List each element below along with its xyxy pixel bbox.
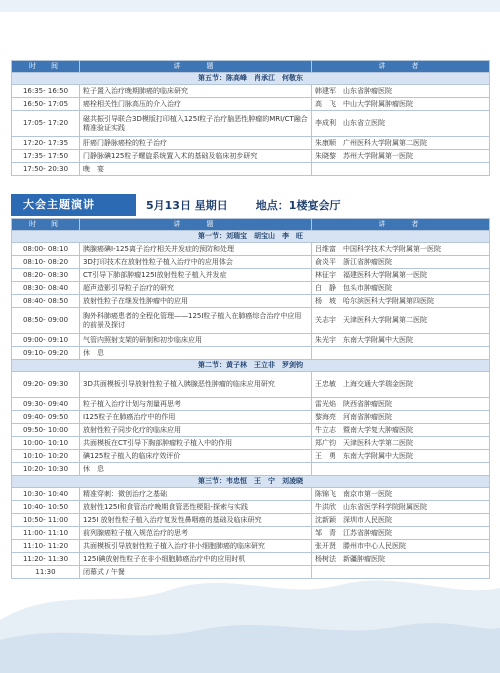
row-time: 08:40- 08:50	[12, 295, 80, 308]
row-topic: 前列腺癌粒子植入规范治疗的思考	[80, 527, 312, 540]
row-time: 08:10- 08:20	[12, 256, 80, 269]
row-topic: 肝癌门静脉癌栓的粒子治疗	[80, 137, 312, 150]
table-row	[12, 256, 490, 269]
row-topic: 放射性粒子同步化疗的临床应用	[80, 424, 312, 437]
header-topic: 讲 题	[80, 219, 312, 231]
row-topic: 3D打印技术在放射性粒子植入治疗中的应用体会	[80, 256, 312, 269]
keynote-banner	[11, 194, 489, 216]
row-topic: I125粒子在肺癌治疗中的作用	[80, 411, 312, 424]
row-topic: 3D共面模板引导放射性粒子植入胰腺恶性肿瘤的临床应用研究	[80, 372, 312, 398]
table-row	[12, 553, 490, 566]
row-topic: 碘125粒子植入的临床疗效评价	[80, 450, 312, 463]
table-row	[12, 411, 490, 424]
table-row	[12, 243, 490, 256]
row-time: 16:50- 17:05	[12, 98, 80, 111]
row-topic: 放射性粒子在继发性肿瘤中的应用	[80, 295, 312, 308]
row-speaker: 沈新颖 深圳市人民医院	[312, 514, 490, 527]
row-time: 09:30- 09:40	[12, 398, 80, 411]
header-speaker: 讲 者	[312, 219, 490, 231]
row-time: 08:50- 09:00	[12, 308, 80, 334]
header-topic: 讲 题	[80, 61, 312, 73]
table-row	[12, 347, 490, 360]
table-row	[12, 308, 490, 334]
table-row	[12, 398, 490, 411]
table-row	[12, 85, 490, 98]
table-row	[12, 488, 490, 501]
table-row	[12, 540, 490, 553]
row-topic: 125I碘放射性粒子在非小细胞肺癌治疗中的应用时机	[80, 553, 312, 566]
row-time: 09:40- 09:50	[12, 411, 80, 424]
table-row	[12, 295, 490, 308]
table-row	[12, 450, 490, 463]
row-topic: 气管内照射支架的研制和初步临床应用	[80, 334, 312, 347]
row-topic: 晚 宴	[80, 163, 312, 176]
row-time: 11:00- 11:10	[12, 527, 80, 540]
row-speaker: 杨树法 新疆肿瘤医院	[312, 553, 490, 566]
row-topic: 磁共振引导联合3D模版打印植入125I粒子治疗脑恶性肿瘤的MRI/CT融合精准验证实践	[80, 111, 312, 137]
row-topic: 125I 放射性粒子植入治疗复发性鼻咽癌的基础及临床研究	[80, 514, 312, 527]
row-topic: 闭幕式 / 午餐	[80, 566, 312, 579]
row-time: 09:50- 10:00	[12, 424, 80, 437]
row-speaker: 黎海亮 河南省肿瘤医院	[312, 411, 490, 424]
table-row	[12, 111, 490, 137]
row-speaker: 牛洪欣 山东省医学科学院附属医院	[312, 501, 490, 514]
row-speaker: 林征宇 福建医科大学附属第一医院	[312, 269, 490, 282]
row-time: 08:30- 08:40	[12, 282, 80, 295]
row-speaker: 杨 坡 哈尔滨医科大学附属第四医院	[312, 295, 490, 308]
row-time: 17:05- 17:20	[12, 111, 80, 137]
row-time: 08:20- 08:30	[12, 269, 80, 282]
row-speaker: 俞炎平 浙江省肿瘤医院	[312, 256, 490, 269]
row-topic: 门静脉碘125粒子螺旋系统置入术的基础及临床初步研究	[80, 150, 312, 163]
row-time: 10:10- 10:20	[12, 450, 80, 463]
session-five-table	[11, 60, 489, 176]
header-time: 时 间	[12, 61, 80, 73]
row-time: 10:30- 10:40	[12, 488, 80, 501]
row-time: 10:00- 10:10	[12, 437, 80, 450]
row-time: 17:20- 17:35	[12, 137, 80, 150]
row-speaker: 吕维富 中国科学技术大学附属第一医院	[312, 243, 490, 256]
table-row	[12, 269, 490, 282]
header-time: 时 间	[12, 219, 80, 231]
row-time: 16:35- 16:50	[12, 85, 80, 98]
row-topic: CT引导下肺部肿瘤125I放射性粒子植入并发症	[80, 269, 312, 282]
table-row	[12, 463, 490, 476]
row-topic: 超声造影引导粒子治疗的研究	[80, 282, 312, 295]
row-time: 10:40- 10:50	[12, 501, 80, 514]
table-row	[12, 163, 490, 176]
banner-venue: 地点：1楼宴会厅	[255, 199, 341, 212]
row-time: 11:10- 11:20	[12, 540, 80, 553]
row-speaker	[312, 463, 490, 476]
table-row	[12, 566, 490, 579]
table-row	[12, 334, 490, 347]
row-topic: 胰腺癌碘I-125离子治疗相关并发症的预防和处理	[80, 243, 312, 256]
table-row	[12, 514, 490, 527]
row-topic: 共面模板引导放射性粒子植入治疗非小细胞肺癌的临床研究	[80, 540, 312, 553]
row-time: 08:00- 08:10	[12, 243, 80, 256]
row-topic: 精准穿刺：微创治疗之基础	[80, 488, 312, 501]
row-time: 10:20- 10:30	[12, 463, 80, 476]
table-row	[12, 437, 490, 450]
row-speaker: 高 飞 中山大学附属肿瘤医院	[312, 98, 490, 111]
row-speaker: 雷光焰 陕西省肿瘤医院	[312, 398, 490, 411]
row-speaker: 白 静 包头市肿瘤医院	[312, 282, 490, 295]
header-speaker: 讲 者	[312, 61, 490, 73]
table-row	[12, 137, 490, 150]
row-topic: 共面模板在CT引导下胸部肿瘤粒子植入中的作用	[80, 437, 312, 450]
row-speaker: 陈锦飞 南京市第一医院	[312, 488, 490, 501]
row-time: 11:30	[12, 566, 80, 579]
row-topic: 放射性125I和食管治疗晚期食管恶性梗阻-探索与实践	[80, 501, 312, 514]
row-time: 17:35- 17:50	[12, 150, 80, 163]
row-speaker: 李成利 山东省立医院	[312, 111, 490, 137]
section-title: 第五节：陈高峰 肖承江 何敬东	[12, 73, 490, 85]
table-row	[12, 424, 490, 437]
row-speaker: 郑广钧 天津医科大学第二医院	[312, 437, 490, 450]
row-topic: 粒子置入治疗晚期肺癌的临床研究	[80, 85, 312, 98]
table-row	[12, 282, 490, 295]
row-speaker: 王忠敏 上海交通大学瑞金医院	[312, 372, 490, 398]
row-time: 09:00- 09:10	[12, 334, 80, 347]
row-topic: 胸外科肺癌患者的全程化管理——125I粒子植入在肺癌综合治疗中应用的前景及探讨	[80, 308, 312, 334]
section-title: 第三节：韦忠恒 王 宁 刘凌晓	[12, 476, 490, 488]
row-topic: 癌栓相关性门脉高压的介入治疗	[80, 98, 312, 111]
row-speaker: 朱光宇 东南大学附属中大医院	[312, 334, 490, 347]
row-speaker: 关志宇 天津医科大学附属第二医院	[312, 308, 490, 334]
row-time: 09:20- 09:30	[12, 372, 80, 398]
row-topic: 粒子植入治疗计划与剂量再思考	[80, 398, 312, 411]
row-topic: 休 息	[80, 347, 312, 360]
keynote-schedule-table	[11, 218, 489, 579]
row-speaker: 牛立志 暨南大学复大肿瘤医院	[312, 424, 490, 437]
table-row	[12, 98, 490, 111]
row-speaker	[312, 163, 490, 176]
row-time: 11:20- 11:30	[12, 553, 80, 566]
section-title: 第一节：刘瑞宝 胡宝山 李 旺	[12, 231, 490, 243]
row-speaker: 韩建军 山东省肿瘤医院	[312, 85, 490, 98]
row-speaker	[312, 347, 490, 360]
row-speaker: 王 勇 东南大学附属中大医院	[312, 450, 490, 463]
row-speaker: 邹 青 江苏省肿瘤医院	[312, 527, 490, 540]
banner-date: 5月13日 星期日	[146, 199, 228, 212]
table-row	[12, 501, 490, 514]
row-topic: 休 息	[80, 463, 312, 476]
table-row	[12, 150, 490, 163]
row-time: 09:10- 09:20	[12, 347, 80, 360]
row-time: 10:50- 11:00	[12, 514, 80, 527]
banner-label: 大会主题演讲	[11, 194, 136, 216]
section-title: 第二节：黄子林 王立非 罗剑钧	[12, 360, 490, 372]
row-speaker: 朱晓黎 苏州大学附属第一医院	[312, 150, 490, 163]
row-speaker: 张开贤 滕州市中心人民医院	[312, 540, 490, 553]
row-time: 17:50- 20:30	[12, 163, 80, 176]
row-speaker: 朱康顺 广州医科大学附属第二医院	[312, 137, 490, 150]
table-row	[12, 372, 490, 398]
table-row	[12, 527, 490, 540]
row-speaker	[312, 566, 490, 579]
